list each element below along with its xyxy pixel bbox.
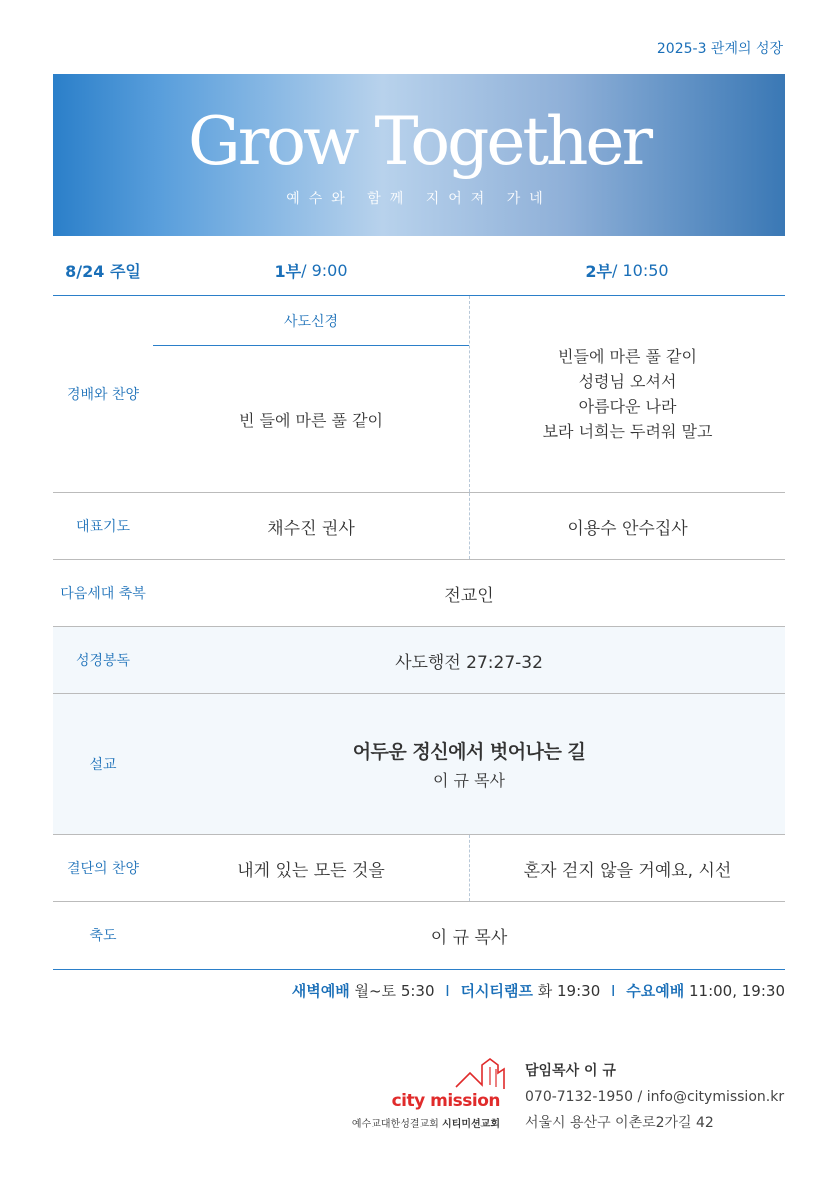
benediction-row [53,902,785,968]
church-name: 시티미션교회 [442,1119,500,1130]
benediction-value: 이 규 목사 [430,927,508,948]
wed-label: 수요예배 [626,982,685,1000]
worship-label: 경배와 찬양 [66,387,140,403]
table-header-row [53,246,785,296]
service1-response-song: 내게 있는 모든 것을 [237,860,385,881]
building-icon [452,1055,512,1095]
separator: I [445,982,450,1000]
dawn-time: 월~토 5:30 [354,982,435,1000]
sermon-row [53,694,785,835]
service2-response-song: 혼자 걷지 않을 거예요, 시선 [469,835,785,901]
service2-worship-songs [469,296,785,492]
reading-value: 사도행전 27:27-32 [395,652,543,673]
banner-title: Grow Together [187,103,651,180]
song-item: 빈들에 마른 풀 같이 [558,347,697,366]
logo-wordmark: city mission [391,1091,500,1111]
banner-subtitle: 예수와 함께 지어져 가네 [286,191,552,207]
series-title: 2025-3 관계의 성장 [656,41,783,57]
blessing-value: 전교인 [444,585,494,606]
service2-prayer: 이용수 안수집사 [469,493,785,559]
service1-name: 1부 [274,262,302,281]
prayer-row [53,493,785,560]
service2-time: / 10:50 [612,261,669,280]
senior-pastor: 담임목사 이 규 [525,1063,616,1079]
ramp-label: 더시티램프 [460,982,533,1000]
sermon-speaker: 이 규 목사 [433,771,505,790]
denomination: 예수교대한성결교회 [351,1119,439,1130]
song-item: 성령님 오셔서 [578,372,677,391]
reading-label: 성경봉독 [75,653,131,669]
weekly-schedule [292,980,785,1001]
divider [53,969,785,970]
service1-header [153,246,469,295]
service1-worship-song: 빈 들에 마른 풀 같이 [239,410,383,430]
service1-prayer: 채수진 권사 [267,518,355,539]
contact-info [525,1058,784,1136]
service1-time: / 9:00 [301,261,348,280]
separator: I [611,982,616,1000]
title-banner [53,74,785,236]
worship-row [53,296,785,493]
phone-email: 070-7132-1950 / info@citymission.kr [525,1089,785,1105]
response-label: 결단의 찬양 [66,861,140,877]
logo-subtitle [352,1115,500,1130]
service-date: 8/24 주일 [65,262,141,281]
sermon-label: 설교 [89,757,117,773]
sermon-content [153,694,785,834]
song-item: 보라 너희는 두려워 말고 [542,422,713,441]
service2-name: 2부 [585,262,612,281]
prayer-label: 대표기도 [75,519,131,535]
response-row [53,835,785,902]
benediction-label: 축도 [89,928,117,944]
song-item: 아름다운 나라 [578,397,677,416]
service2-header [469,246,785,295]
order-of-service-table [53,246,785,968]
sermon-title: 어두운 정신에서 벗어나는 길 [352,741,586,763]
reading-row [53,627,785,694]
blessing-row [53,560,785,627]
blessing-label: 다음세대 축복 [60,586,146,602]
dawn-label: 새벽예배 [291,982,350,1000]
apostles-creed: 사도신경 [153,296,469,346]
wed-time: 11:00, 19:30 [689,982,785,1000]
ramp-time: 화 19:30 [537,982,601,1000]
church-logo [344,1055,500,1130]
address: 서울시 용산구 이촌로2가길 42 [525,1115,714,1131]
